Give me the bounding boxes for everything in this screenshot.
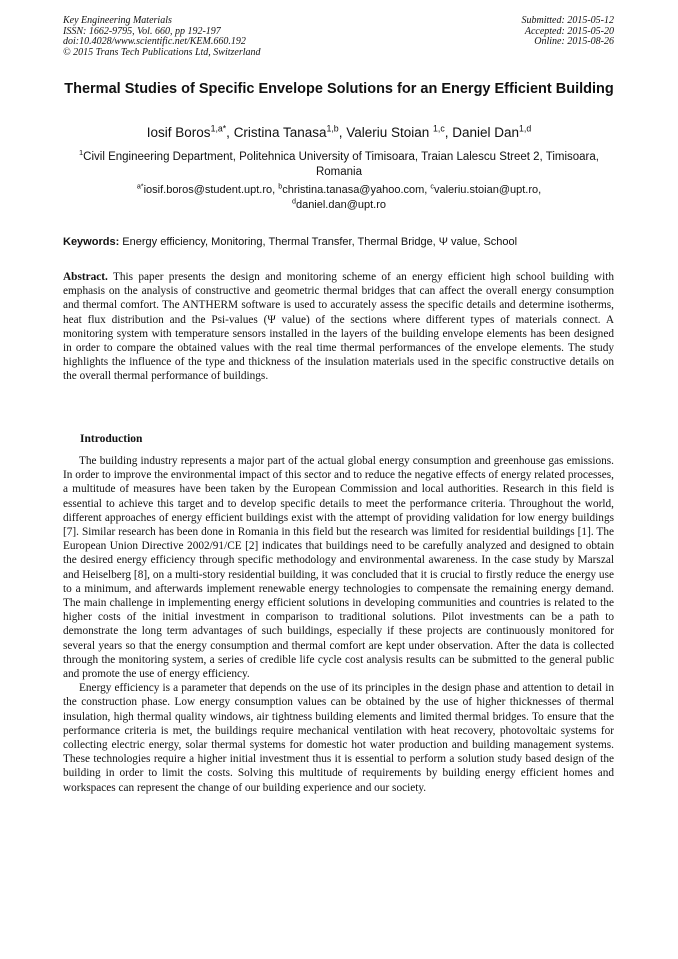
abstract <box>63 270 614 384</box>
journal-doi: doi:10.4028/www.scientific.net/KEM.660.192 <box>63 36 246 47</box>
author-separator: , <box>338 125 347 140</box>
journal-info <box>63 16 261 58</box>
author-affil-mark: 1,d <box>519 123 532 134</box>
email-link[interactable]: daniel.dan@upt.ro <box>295 199 387 211</box>
journal-copyright: © 2015 Trans Tech Publications Ltd, Switzerland <box>63 46 261 58</box>
author <box>452 125 531 140</box>
keywords-label: Keywords: <box>63 236 120 248</box>
email-separator: , <box>424 184 431 196</box>
paragraph: The building industry represents a major part of the actual global energy consumption and greenhouse gas emissions. In order to improve the environmental impact of this sector and to reduce the negative effects of energy related processes, a multitude of measures have been taken by the European Commission and local authorities. Research in this field is essential to achieve this target and to develop specific details to meet the performance criteria. Throughout the world, different approaches of energy efficient buildings exist with the attempt of providing validation for low energy buildings [7]. Similar research has been done in Romania in this field but the research was limited for residential buildings [1]. The European Union Directive 2002/91/CE [2] indicates that buildings need to be carefully analyzed and designed to obtain the desired energy efficiency through specific methodology and environmental awareness. In the case study by Marszal and Heiselberg [8], on a multi-story residential building, it was concluded that it is crucial to firstly reduce the energy use to a minimum, and afterwards implement renewable energy technologies to compensate the remaining energy demand. The main challenge in implementing energy efficient solutions in developing communities and countries is related to the higher costs of the initial investment in comparison to traditional solutions. Pilot investments can be a path to demonstrate the long term advantages of such buildings, especially if these projects are continuously monitored for several years so that the energy consumption and thermal comfort are kept under observation. After the data is collected through the monitoring system, a series of credible life cycle cost analysis results can be submitted to the general public and promote the use of energy efficiency. <box>63 455 614 681</box>
submitted-date: Submitted: 2015-05-12 <box>521 15 614 26</box>
author-emails <box>70 183 608 213</box>
affiliation-mark: 1 <box>79 148 84 158</box>
affiliation <box>70 150 608 180</box>
author-affil-mark: 1,b <box>326 123 339 134</box>
abstract-text: This paper presents the design and monitoring scheme of an energy efficient high school building with emphasis on the analysis of constructive and geometric thermal bridges that can affect the overall energy consumption and thermal comfort. The ANTHERM software is used to accurately assess the specific details and determine isotherms, heat flux distribution and the Psi-values (Ψ value) of the sections where different types of materials connect. A monitoring system with temperature sensors installed in the layers of the building envelope elements has been designed in order to compare the obtained values with the real time thermal performances of the envelope elements. The study highlights the influence of the type and thickness of the insulation materials used in the specific constructive details on the overall thermal performance of buildings. <box>63 271 614 383</box>
email-mark: c <box>430 182 434 191</box>
online-date: Online: 2015-08-26 <box>534 36 614 47</box>
abstract-label: Abstract. <box>63 271 108 283</box>
introduction-body <box>63 454 614 795</box>
keywords <box>63 235 623 249</box>
author-name: Valeriu Stoian <box>346 125 434 140</box>
author-list <box>60 125 618 141</box>
email-mark: a* <box>136 182 144 191</box>
paragraph: Energy efficiency is a parameter that depends on the use of its principles in the design phase and attention to detail in the construction phase. Low energy consumption values can be obtained by the use of higher thicknesses of thermal insulation, high thermal quality windows, air tightness building elements and limited thermal bridges. To ensure that the performance criteria is met, the buildings require mechanical ventilation with heat recovery, photovoltaic systems for collecting electric energy, solar thermal systems for domestic hot water production and building management systems. These technologies require a higher initial investment thus it is essential to perform a solution study based design of the building in order to limit the costs. Solving this multitude of requirements by building energy efficient homes and workspaces can represent the change of our building experience and our society. <box>63 682 614 794</box>
author-separator: , <box>226 125 234 140</box>
journal-issn: ISSN: 1662-9795, Vol. 660, pp 192-197 <box>63 25 221 37</box>
author <box>346 125 452 140</box>
accepted-date: Accepted: 2015-05-20 <box>524 25 614 37</box>
author-name: Daniel Dan <box>452 125 520 140</box>
email-mark: d <box>291 197 296 206</box>
author-affil-mark: 1,c <box>433 123 445 134</box>
email-mark: b <box>278 182 283 191</box>
author-name: Cristina Tanasa <box>233 125 327 140</box>
email-separator: , <box>538 184 542 196</box>
submission-dates <box>522 16 615 48</box>
paper-title: Thermal Studies of Specific Envelope Solutions for an Energy Efficient Building <box>64 81 614 97</box>
email-separator: , <box>272 184 279 196</box>
author-name: Iosif Boros <box>146 125 211 140</box>
section-heading-introduction: Introduction <box>80 433 143 445</box>
author-affil-mark: 1,a* <box>210 123 227 134</box>
author <box>234 125 347 140</box>
email-link[interactable]: christina.tanasa@yahoo.com <box>282 184 425 196</box>
email-link[interactable]: valeriu.stoian@upt.ro <box>434 184 539 196</box>
author <box>147 125 234 140</box>
keywords-text: Energy efficiency, Monitoring, Thermal Transfer, Thermal Bridge, Ψ value, School <box>119 236 518 248</box>
journal-name: Key Engineering Materials <box>63 15 172 26</box>
affiliation-text: Civil Engineering Department, Politehnica University of Timisoara, Traian Lalescu Street 2, Timisoara, Romania <box>83 151 599 178</box>
email-link[interactable]: iosif.boros@student.upt.ro <box>143 184 273 196</box>
author-separator: , <box>444 125 453 140</box>
